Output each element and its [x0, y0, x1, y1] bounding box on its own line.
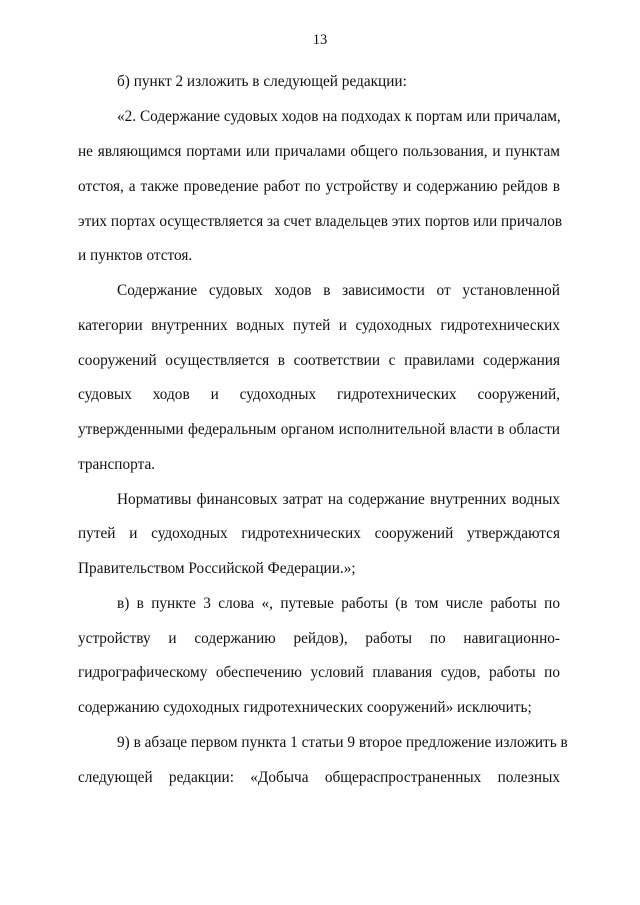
text-line: содержанию судоходных гидротехнических сооружений» исключить;: [78, 699, 532, 716]
text-line: в) в пункте 3 слова «, путевые работы (в том числе работы по: [117, 595, 560, 612]
page-number: 13: [312, 32, 328, 48]
text-line: не являющимся портами или причалами общего пользования, и пунктам: [78, 143, 560, 160]
text-line: б) пункт 2 изложить в следующей редакции:: [117, 73, 407, 90]
text-line: «2. Содержание судовых ходов на подходах к портам или причалам,: [117, 108, 561, 125]
text-line: утвержденными федеральным органом исполнительной власти в области: [78, 421, 560, 438]
text-line: следующей редакции: «Добыча общераспространенных полезных: [78, 769, 560, 786]
text-line: путей и судоходных гидротехнических сооружений утверждаются: [78, 525, 560, 542]
text-line: категории внутренних водных путей и судоходных гидротехнических: [78, 317, 560, 334]
text-line: устройству и содержанию рейдов), работы по навигационно-: [78, 630, 560, 647]
text-line: отстоя, а также проведение работ по устройству и содержанию рейдов в: [78, 178, 560, 195]
text-line: гидрографическому обеспечению условий плавания судов, работы по: [78, 664, 560, 681]
text-line: Содержание судовых ходов в зависимости от установленной: [117, 282, 560, 299]
text-line: сооружений осуществляется в соответствии с правилами содержания: [78, 352, 560, 369]
text-line: судовых ходов и судоходных гидротехнических сооружений,: [78, 386, 560, 403]
text-line: Правительством Российской Федерации.»;: [78, 560, 356, 577]
text-line: и пунктов отстоя.: [78, 247, 193, 264]
text-line: транспорта.: [78, 456, 156, 473]
text-line: этих портах осуществляется за счет владельцев этих портов или причалов: [78, 213, 563, 230]
text-line: Нормативы финансовых затрат на содержание внутренних водных: [117, 491, 560, 508]
text-line: 9) в абзаце первом пункта 1 статьи 9 второе предложение изложить в: [117, 734, 568, 751]
